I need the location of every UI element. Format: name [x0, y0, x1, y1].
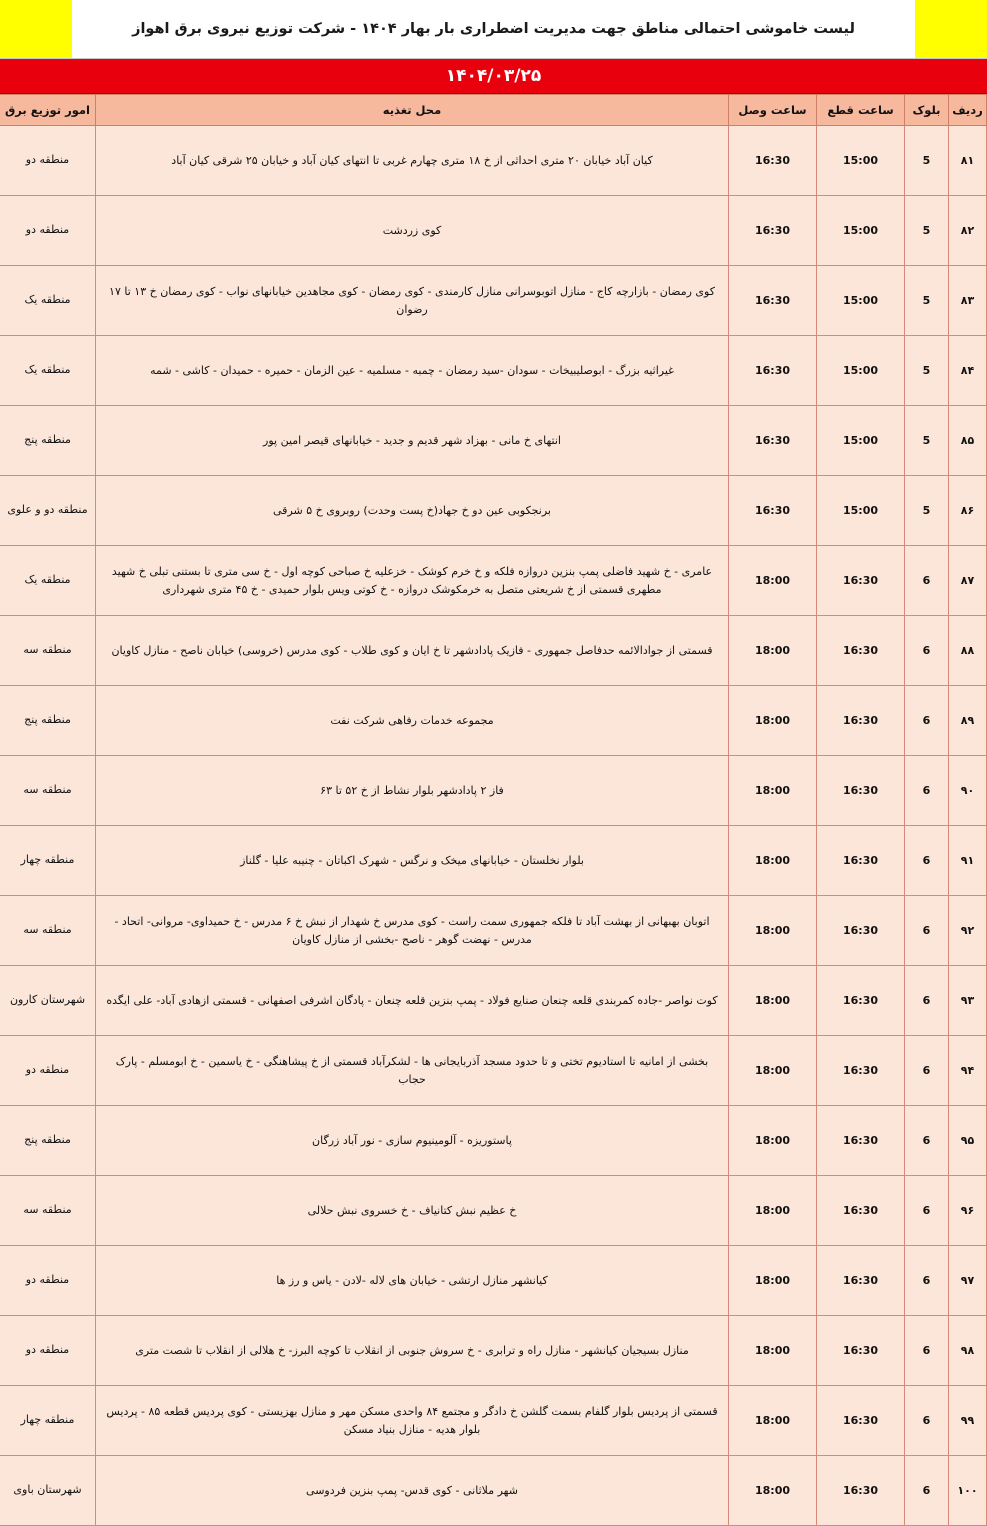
cell-off-time: 15:00	[817, 406, 905, 476]
cell-region: منطقه دو	[0, 126, 96, 196]
cell-off-time: 16:30	[817, 826, 905, 896]
cell-block: 5	[905, 336, 949, 406]
cell-off-time: 16:30	[817, 1036, 905, 1106]
cell-row-number: ۸۷	[949, 546, 987, 616]
table-row	[0, 126, 987, 196]
cell-on-time: 18:00	[729, 1106, 817, 1176]
cell-block: 6	[905, 546, 949, 616]
cell-feeder: کیان آباد خیابان ۲۰ متری احداثی از خ ۱۸ متری چهارم غربی تا انتهای کیان آباد و خیابان ۲۵ شرقی کیان آباد	[96, 126, 729, 196]
cell-feeder: برنجکوبی عین دو خ جهاد(خ پست وحدت) روبروی خ ۵ شرقی	[96, 476, 729, 546]
table-row	[0, 1246, 987, 1316]
table-header	[0, 95, 987, 126]
cell-region: منطقه یک	[0, 546, 96, 616]
cell-region: منطقه پنج	[0, 406, 96, 476]
cell-block: 6	[905, 1246, 949, 1316]
cell-region: منطقه دو	[0, 1036, 96, 1106]
cell-row-number: ۹۵	[949, 1106, 987, 1176]
cell-on-time: 18:00	[729, 896, 817, 966]
table-row	[0, 266, 987, 336]
cell-row-number: ۱۰۰	[949, 1456, 987, 1526]
cell-feeder: کوت نواصر -جاده کمربندی قلعه چنعان صنایع فولاد - پمپ بنزین قلعه چنعان - پادگان اشرفی اصفهانی - قسمتی ازهادی آباد- علی ایگده	[96, 966, 729, 1036]
cell-off-time: 15:00	[817, 266, 905, 336]
cell-on-time: 16:30	[729, 126, 817, 196]
cell-region: منطقه پنج	[0, 1106, 96, 1176]
cell-feeder: پاستوریزه - آلومینیوم سازی - نور آباد زرگان	[96, 1106, 729, 1176]
cell-feeder: منازل بسیجیان کیانشهر - منازل راه و ترابری - خ سروش جنوبی از انقلاب تا کوچه البرز- خ هلالی از انقلاب تا شصت متری	[96, 1316, 729, 1386]
cell-on-time: 18:00	[729, 1246, 817, 1316]
cell-row-number: ۸۳	[949, 266, 987, 336]
date-band	[0, 59, 987, 94]
cell-region: منطقه سه	[0, 896, 96, 966]
cell-off-time: 16:30	[817, 546, 905, 616]
table-row	[0, 336, 987, 406]
column-header-off-time: ساعت قطع	[817, 95, 905, 126]
cell-feeder: اتوبان بهبهانی از بهشت آباد تا فلکه جمهوری سمت راست - کوی مدرس خ شهدار از نبش خ ۶ مدرس - خ حمیداوی- مروانی- اتحاد - مدرس - نهضت گوهر - ناصح -بخشی از منازل کاویان	[96, 896, 729, 966]
table-row	[0, 406, 987, 476]
cell-region: منطقه سه	[0, 616, 96, 686]
title-accent-left	[915, 0, 987, 58]
cell-row-number: ۸۸	[949, 616, 987, 686]
table-row	[0, 896, 987, 966]
cell-row-number: ۹۲	[949, 896, 987, 966]
title-band	[0, 0, 987, 59]
cell-block: 6	[905, 1456, 949, 1526]
cell-off-time: 16:30	[817, 756, 905, 826]
cell-block: 5	[905, 406, 949, 476]
cell-feeder: مجموعه خدمات رفاهی شرکت نفت	[96, 686, 729, 756]
cell-block: 6	[905, 1316, 949, 1386]
cell-block: 6	[905, 616, 949, 686]
table-body	[0, 126, 987, 1526]
cell-block: 5	[905, 266, 949, 336]
cell-feeder: کیانشهر منازل ارتشی - خیابان های لاله -لادن - یاس و رز ها	[96, 1246, 729, 1316]
cell-row-number: ۸۴	[949, 336, 987, 406]
cell-row-number: ۸۵	[949, 406, 987, 476]
cell-off-time: 16:30	[817, 1316, 905, 1386]
cell-feeder: کوی زردشت	[96, 196, 729, 266]
cell-block: 6	[905, 896, 949, 966]
cell-off-time: 16:30	[817, 1386, 905, 1456]
cell-on-time: 18:00	[729, 686, 817, 756]
cell-on-time: 16:30	[729, 266, 817, 336]
table-row	[0, 686, 987, 756]
cell-feeder: کوی رمضان - بازارچه کاج - منازل اتوبوسرانی منازل کارمندی - کوی رمضان - کوی مجاهدین خیابانهای نواب - کوی رمضان خ ۱۳ تا ۱۷ رضوان	[96, 266, 729, 336]
table-row	[0, 966, 987, 1036]
cell-feeder: بخشی از امانیه تا استادیوم تختی و تا حدود مسجد آذربایجانی ها - لشکرآباد قسمتی از خ پیشاهنگی - خ یاسمین - خ ابومسلم - پارک حجاب	[96, 1036, 729, 1106]
cell-off-time: 16:30	[817, 1106, 905, 1176]
cell-block: 6	[905, 1106, 949, 1176]
cell-row-number: ۸۶	[949, 476, 987, 546]
cell-feeder: بلوار نخلستان - خیابانهای میخک و نرگس - شهرک اکباتان - چنیبه علیا - گلناز	[96, 826, 729, 896]
table-row	[0, 826, 987, 896]
cell-on-time: 18:00	[729, 966, 817, 1036]
cell-off-time: 15:00	[817, 476, 905, 546]
table-row	[0, 546, 987, 616]
cell-row-number: ۹۸	[949, 1316, 987, 1386]
column-header-feeder: محل تغذیه	[96, 95, 729, 126]
cell-off-time: 16:30	[817, 1456, 905, 1526]
cell-on-time: 18:00	[729, 1176, 817, 1246]
cell-feeder: فاز ۲ پادادشهر بلوار نشاط از خ ۵۲ تا ۶۳	[96, 756, 729, 826]
table-row	[0, 616, 987, 686]
table-row	[0, 1036, 987, 1106]
cell-region: منطقه چهار	[0, 1386, 96, 1456]
table-row	[0, 476, 987, 546]
cell-on-time: 18:00	[729, 1036, 817, 1106]
cell-block: 6	[905, 966, 949, 1036]
cell-off-time: 15:00	[817, 196, 905, 266]
cell-on-time: 16:30	[729, 336, 817, 406]
cell-on-time: 16:30	[729, 476, 817, 546]
cell-region: منطقه چهار	[0, 826, 96, 896]
cell-region: منطقه پنج	[0, 686, 96, 756]
cell-off-time: 16:30	[817, 1176, 905, 1246]
cell-region: منطقه سه	[0, 756, 96, 826]
cell-on-time: 18:00	[729, 826, 817, 896]
table-row	[0, 1316, 987, 1386]
cell-block: 6	[905, 1036, 949, 1106]
table-row	[0, 1176, 987, 1246]
cell-on-time: 18:00	[729, 1456, 817, 1526]
cell-region: منطقه سه	[0, 1176, 96, 1246]
title-accent-right	[0, 0, 72, 58]
column-header-block: بلوک	[905, 95, 949, 126]
title-container	[72, 0, 915, 58]
cell-feeder: عامری - خ شهید فاضلی پمپ بنزین دروازه فلکه و خ خرم کوشک - خزعلیه خ صباحی کوچه اول - خ سی متری تا بستنی تبلی خ شهید مطهری قسمتی از خ شریعتی متصل به خرمکوشک دروازه - خ کوتی ویس بلوار حمیدی - خ ۴۵ متری شهرداری	[96, 546, 729, 616]
schedule-date: ۱۴۰۴/۰۳/۲۵	[445, 66, 542, 86]
cell-block: 5	[905, 126, 949, 196]
table-row	[0, 1386, 987, 1456]
table-row	[0, 1456, 987, 1526]
cell-off-time: 16:30	[817, 616, 905, 686]
cell-region: منطقه دو	[0, 1246, 96, 1316]
cell-on-time: 18:00	[729, 546, 817, 616]
cell-row-number: ۹۱	[949, 826, 987, 896]
cell-row-number: ۹۷	[949, 1246, 987, 1316]
cell-region: منطقه دو	[0, 196, 96, 266]
column-header-row: ردیف	[949, 95, 987, 126]
cell-feeder: شهر ملاثانی - کوی قدس- پمپ بنزین فردوسی	[96, 1456, 729, 1526]
table-row	[0, 756, 987, 826]
cell-row-number: ۸۱	[949, 126, 987, 196]
cell-row-number: ۹۹	[949, 1386, 987, 1456]
cell-feeder: خ عظیم نبش کتانیاف - خ خسروی نبش حلالی	[96, 1176, 729, 1246]
cell-block: 5	[905, 196, 949, 266]
cell-row-number: ۸۲	[949, 196, 987, 266]
page-title: لیست خاموشی احتمالی مناطق جهت مدیریت اضطراری بار بهار ۱۴۰۴ - شرکت توزیع نیروی برق اهواز	[132, 20, 855, 37]
cell-on-time: 18:00	[729, 616, 817, 686]
cell-on-time: 18:00	[729, 756, 817, 826]
cell-region: منطقه دو	[0, 1316, 96, 1386]
table-row	[0, 1106, 987, 1176]
cell-off-time: 16:30	[817, 1246, 905, 1316]
cell-on-time: 16:30	[729, 406, 817, 476]
cell-region: منطقه دو و علوی	[0, 476, 96, 546]
cell-on-time: 16:30	[729, 196, 817, 266]
table-row	[0, 196, 987, 266]
column-header-region: امور توزیع برق	[0, 95, 96, 126]
cell-off-time: 15:00	[817, 336, 905, 406]
cell-off-time: 16:30	[817, 686, 905, 756]
cell-region: منطقه یک	[0, 266, 96, 336]
cell-on-time: 18:00	[729, 1316, 817, 1386]
cell-region: منطقه یک	[0, 336, 96, 406]
cell-block: 6	[905, 686, 949, 756]
cell-region: شهرستان باوی	[0, 1456, 96, 1526]
cell-row-number: ۹۶	[949, 1176, 987, 1246]
cell-row-number: ۸۹	[949, 686, 987, 756]
cell-feeder: غیراثیه بزرگ - ابوصلیبیخات - سودان -سید رمضان - چمبه - مسلمیه - عین الزمان - حمیره - حمیدان - کاشی - شمه	[96, 336, 729, 406]
cell-off-time: 15:00	[817, 126, 905, 196]
cell-row-number: ۹۴	[949, 1036, 987, 1106]
cell-block: 6	[905, 1176, 949, 1246]
cell-block: 5	[905, 476, 949, 546]
cell-on-time: 18:00	[729, 1386, 817, 1456]
cell-off-time: 16:30	[817, 966, 905, 1036]
cell-row-number: ۹۳	[949, 966, 987, 1036]
cell-off-time: 16:30	[817, 896, 905, 966]
cell-block: 6	[905, 1386, 949, 1456]
table-header-row	[0, 95, 987, 126]
cell-block: 6	[905, 826, 949, 896]
column-header-on-time: ساعت وصل	[729, 95, 817, 126]
cell-feeder: انتهای خ مانی - بهزاد شهر قدیم و جدید - خیابانهای قیصر امین پور	[96, 406, 729, 476]
cell-block: 6	[905, 756, 949, 826]
cell-feeder: قسمتی از جوادالائمه حدفاصل جمهوری - فازیک پادادشهر تا خ ایان و کوی طلاب - کوی مدرس (خروسی) خیابان ناصح - منازل کاویان	[96, 616, 729, 686]
cell-region: شهرستان کارون	[0, 966, 96, 1036]
cell-row-number: ۹۰	[949, 756, 987, 826]
cell-feeder: قسمتی از پردیس بلوار گلفام بسمت گلشن خ دادگر و مجتمع ۸۴ واحدی مسکن مهر و منازل بهزیستی - کوی پردیس قطعه ۸۵ - پردیس بلوار هدیه - منازل بنیاد مسکن	[96, 1386, 729, 1456]
schedule-table	[0, 94, 987, 1526]
